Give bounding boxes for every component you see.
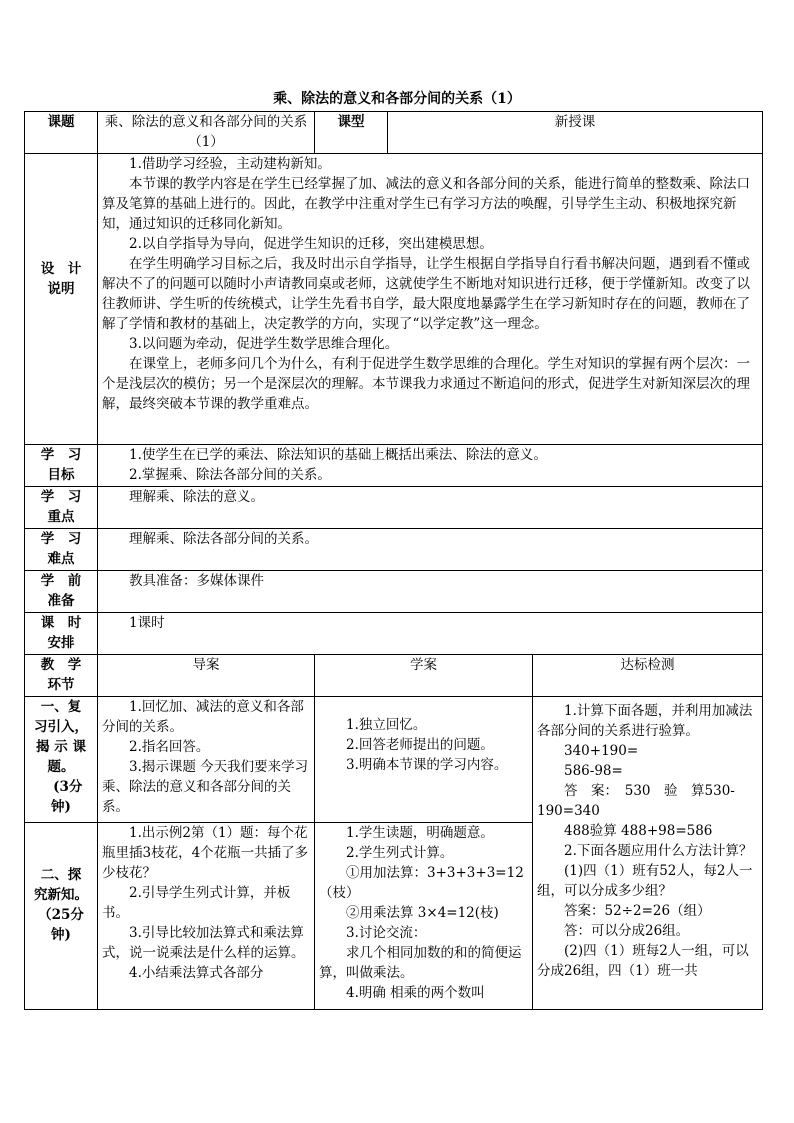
stage1-learn-item: 1.独立回忆。 (346, 717, 427, 733)
lesson-plan-table (24, 111, 763, 1010)
stage2-guide-item: 3.引导比较加法算式和乘法算式，说一说乘法是什么样的运算。 (102, 925, 305, 962)
keypoints-label-line: 重点 (47, 509, 75, 525)
stage1-row (25, 697, 763, 823)
stage2-guide (98, 823, 315, 1010)
guide-column-header: 导案 (98, 655, 315, 697)
stage1-learn-item: 2.回答老师提出的问题。 (346, 737, 494, 753)
stages-label (25, 655, 98, 697)
stage1-label (25, 697, 98, 823)
goals-label-line: 学 习 (40, 447, 82, 463)
stage1-label-line: (3分 (39, 779, 83, 795)
type-value: 新授课 (388, 112, 763, 154)
stage1-learn (315, 697, 533, 823)
stage2-guide-item: 2.引导学生列式计算，并板书。 (102, 885, 291, 922)
preparation-label (25, 571, 98, 613)
stage2-learn-item: 1.学生读题，明确题意。 (346, 825, 494, 842)
stage2-label (25, 823, 98, 1010)
stage2-label-line: 二、探 (40, 867, 82, 884)
hours-content (98, 613, 763, 655)
check-item: 488验算 488+98=586 (564, 823, 713, 839)
design-label-line: 设 计 (40, 261, 82, 277)
check-item: (1)四（1）班有52人，每2人一组，可以分成多少组？ (537, 863, 753, 899)
goals-content (98, 445, 763, 487)
hours-row (25, 613, 763, 655)
check-column-header: 达标检测 (533, 655, 763, 697)
check-item: 586-98= (564, 763, 623, 779)
learn-column-header: 学案 (315, 655, 533, 697)
stage1-label-line: 一、复 (40, 699, 82, 715)
goal-item: 2.掌握乘、除法各部分间的关系。 (129, 467, 331, 483)
design-paragraph: 2.以自学指导为导向，促进学生知识的迁移，突出建模思想。 (129, 236, 493, 252)
hours-label-line: 安排 (47, 635, 75, 651)
keypoints-content (98, 487, 763, 529)
goals-label (25, 445, 98, 487)
keypoints-label-line: 学 习 (40, 489, 82, 505)
preparation-row (25, 571, 763, 613)
check-item: (2)四（1）班每2人一组，可以分成26组，四（1）班一共 (537, 943, 749, 979)
stage2-learn-item: 2.学生列式计算。 (346, 845, 454, 862)
stage1-guide-item: 2.指名回答。 (129, 739, 210, 755)
design-label (25, 154, 98, 445)
stage2-label-line: 究新知。 (34, 887, 88, 904)
design-paragraph: 3.以问题为牵动，促进学生数学思维合理化。 (129, 336, 399, 352)
topic-label: 课题 (25, 112, 98, 154)
difficulties-content (98, 529, 763, 571)
check-content (533, 697, 763, 1010)
header-row (25, 112, 763, 154)
stage1-learn-item: 3.明确本节课的学习内容。 (346, 757, 508, 773)
goal-item: 1.使学生在已学的乘法、除法知识的基础上概括出乘法、除法的意义。 (129, 447, 547, 463)
design-paragraph: 在课堂上，老师多问几个为什么，有利于促进学生数学思维的合理化。学生对知识的掌握有两个层次：一个是浅层次的模仿；另一个是深层次的理解。本节课我力求通过不断追问的形式，促进学生对新知深层次的理解，最终突破本节课的教学重难点。 (102, 356, 750, 412)
stages-header-row (25, 655, 763, 697)
stage1-guide-item: 1.回忆加、减法的意义和各部分间的关系。 (102, 699, 304, 735)
preparation-label-line: 学 前 (40, 573, 82, 589)
check-item: 答：可以分成26组。 (564, 923, 690, 939)
stage2-learn-item: ②用乘法算 3×4=12(枝) (346, 905, 499, 922)
check-item: 答 案： 530 验 算530-190=340 (537, 783, 735, 819)
stage2-guide-item: 4.小结乘法算式各部分 (129, 965, 264, 982)
stages-label-line: 环节 (47, 677, 75, 693)
stage2-label-line: 钟) (51, 927, 71, 944)
preparation-label-line: 准备 (47, 593, 75, 609)
goals-row (25, 445, 763, 487)
stage1-label-line: 题。 (47, 759, 75, 775)
type-label: 课型 (315, 112, 388, 154)
stage2-label-line: （25分 (38, 907, 84, 924)
check-item: 340+190= (564, 743, 639, 759)
stage1-guide-item: 3.揭示课题 今天我们要来学习乘、除法的意义和各部分间的关系。 (102, 759, 309, 815)
stage1-label-line: 钟) (51, 799, 71, 815)
design-paragraph: 本节课的教学内容是在学生已经掌握了加、减法的意义和各部分间的关系，能进行简单的整数乘、除法口算及笔算的基础上进行的。因此，在教学中注重对学生已有学习方法的唤醒，引导学生主动、积极地探究新知，通过知识的迁移同化新知。 (102, 176, 750, 232)
topic-value: 乘、除法的意义和各部分间的关系（1） (98, 112, 315, 154)
goals-label-line: 目标 (47, 467, 75, 483)
check-item: 答案：52÷2=26（组） (564, 903, 711, 919)
preparation-text: 教具准备：多媒体课件 (129, 573, 264, 589)
preparation-content (98, 571, 763, 613)
stages-label-line: 教 学 (40, 657, 82, 673)
stage2-learn-item: 3.讨论交流： (346, 925, 427, 942)
design-label-line: 说明 (47, 281, 75, 297)
difficulties-label (25, 529, 98, 571)
keypoints-label (25, 487, 98, 529)
difficulties-row (25, 529, 763, 571)
check-item: 1.计算下面各题，并利用加减法各部分间的关系进行验算。 (537, 703, 753, 739)
hours-label (25, 613, 98, 655)
keypoints-text: 理解乘、除法的意义。 (129, 489, 264, 505)
stage2-learn-item: ①用加法算：3+3+3+3=12（枝） (319, 865, 524, 902)
difficulties-label-line: 学 习 (40, 531, 82, 547)
design-row (25, 154, 763, 445)
stage2-learn (315, 823, 533, 1010)
difficulties-label-line: 难点 (47, 551, 75, 567)
stage2-learn-item: 4.明确 相乘的两个数叫 (346, 985, 485, 1002)
stage1-guide (98, 697, 315, 823)
page-title: 乘、除法的意义和各部分间的关系（1） (273, 91, 521, 107)
stage2-guide-item: 1.出示例2第（1）题：每个花瓶里插3枝花，4个花瓶一共插了多少枝花？ (102, 825, 309, 882)
stage1-label-line: 习引入， (34, 719, 88, 735)
hours-label-line: 课 时 (40, 615, 82, 631)
design-paragraph: 1.借助学习经验，主动建构新知。 (129, 156, 331, 172)
stage2-learn-item: 求几个相同加数的和的简便运算，叫做乘法。 (319, 945, 522, 982)
hours-text: 1课时 (129, 615, 165, 631)
keypoints-row (25, 487, 763, 529)
design-paragraph: 在学生明确学习目标之后，我及时出示自学指导，让学生根据自学指导自行看书解决问题，遇到看不懂或解决不了的问题可以随时小声请教同桌或老师，这就使学生不断地对知识进行迁移，便于学懂新知。改变了以往教师讲、学生听的传统模式，让学生先看书自学，最大限度地暴露学生在学习新知时存在的问题，教师在了解了学情和教材的基础上，决定教学的方向，实现了“以学定教”这一理念。 (102, 256, 750, 332)
stage1-label-line: 揭 示 课 (36, 739, 86, 755)
difficulties-text: 理解乘、除法各部分间的关系。 (129, 531, 318, 547)
check-item: 2.下面各题应用什么方法计算？ (564, 843, 753, 859)
design-content (98, 154, 763, 445)
